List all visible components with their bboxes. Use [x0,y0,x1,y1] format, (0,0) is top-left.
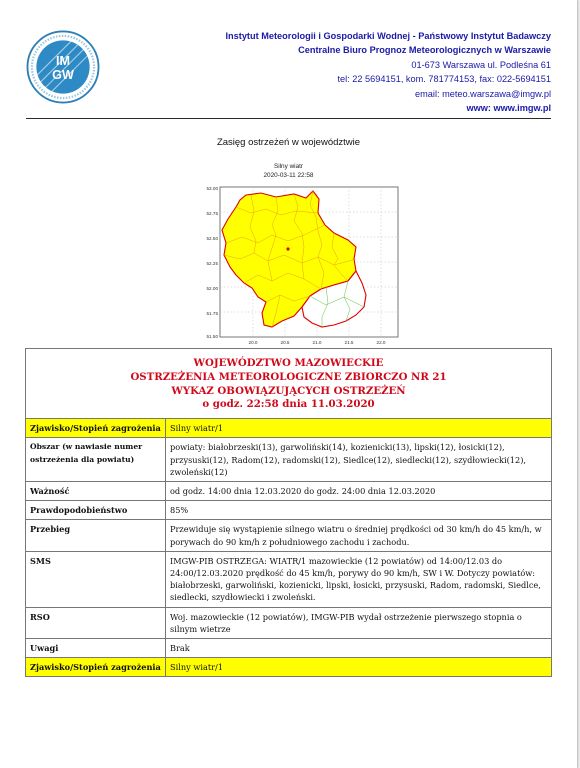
table-row [26,639,552,658]
course-value: Przewiduje się wystąpienie silnego wiatru o średniej prędkości od 30 km/h do 45 km/h, w porywach do 90 km/h z południowego zachodu i zachodu. [166,520,552,551]
validity-label: Ważność [26,482,166,501]
org-website[interactable]: www: www.imgw.pl [466,103,551,114]
map-subtitle [0,162,577,180]
x-tick-label: 21.0 [312,340,322,345]
rso-value: Woj. mazowieckie (12 powiatów), IMGW-PIB wydał ostrzeżenie pierwszego stopnia o silnym wietrze [166,607,552,638]
header-divider [26,118,551,119]
warning-region-title: WOJEWÓDZTWO MAZOWIECKIE [193,357,384,369]
table-row [26,520,552,551]
sms-value: IMGW-PIB OSTRZEGA: WIATR/1 mazowieckie (12 powiatów) od 14:00/12.03 do 24:00/12.03.2020 prędkość do 45 km/h, porywy do 90 km/h, SW i W. Dotyczy powiatów: białobrzeski, garwoliński, kozienicki, lipski, łosicki, przysuski, Radom, radomski, Siedlce, siedlecki, szydłowiecki i zwoleński. [166,551,552,607]
org-address: 01-673 Warszawa ul. Podleśna 61 [411,59,551,70]
imgw-logo [26,30,100,104]
validity-value: od godz. 14:00 dnia 12.03.2020 do godz. 24:00 dnia 12.03.2020 [166,482,552,501]
warning-issue-time: o godz. 22:58 dnia 11.03.2020 [202,398,375,411]
y-tick-label: 52.75 [206,211,218,216]
phenomenon-value-footer: Silny wiatr/1 [166,658,552,677]
org-office: Centralne Biuro Prognoz Meteorologicznych w Warszawie [298,45,551,56]
table-row [26,501,552,520]
table-row [26,658,552,677]
y-tick-label: 53.00 [206,186,218,191]
x-tick-label: 20.0 [248,340,258,345]
y-tick-label: 51.50 [206,334,218,339]
org-phone: tel: 22 5694151, kom. 781774153, fax: 022-5694151 [337,74,551,85]
org-name: Instytut Meteorologii i Gospodarki Wodnej - Państwowy Instytut Badawczy [225,31,551,41]
table-row [26,551,552,607]
warsaw-marker [286,247,289,250]
warning-header [26,349,552,419]
x-tick-label: 21.5 [344,340,354,345]
map-title: Zasięg ostrzeżeń w województwie [216,137,361,148]
area-label: Obszar (w nawiasie numer ostrzeżenia dla powiatu) [26,438,166,482]
y-tick-label: 52.00 [206,286,218,291]
map-phenomenon: Silny wiatr [273,163,304,170]
x-tick-label: 20.5 [280,340,290,345]
x-tick-label: 22.0 [376,340,386,345]
probability-value: 85% [166,501,552,520]
table-row [26,419,552,438]
y-tick-label: 52.50 [206,236,218,241]
remarks-value: Brak [166,639,552,658]
phenomenon-value: Silny wiatr/1 [166,419,552,438]
map-timestamp: 2020-03-11 22:58 [263,172,314,179]
warning-table [25,348,552,677]
probability-label: Prawdopodobieństwo [26,501,166,520]
remarks-label: Uwagi [26,639,166,658]
warning-map [206,185,401,347]
svg-text:GW: GW [52,67,74,82]
y-tick-label: 52.25 [206,261,218,266]
course-label: Przebieg [26,520,166,551]
organization-header [191,29,551,115]
table-row [26,438,552,482]
phenomenon-label: Zjawisko/Stopień zagrożenia [26,419,166,438]
svg-text:IM: IM [56,53,70,68]
org-email[interactable]: email: meteo.warszawa@imgw.pl [415,88,551,99]
warning-bulletin-title: OSTRZEŻENIA METEOROLOGICZNE ZBIORCZO NR 21 [130,370,447,383]
sms-label: SMS [26,551,166,607]
table-row [26,607,552,638]
area-value: powiaty: białobrzeski(13), garwoliński(14), kozienicki(13), lipski(12), łosicki(12), przysuski(12), Radom(12), radomski(12), Siedlce(12), siedlecki(12), szydłowiecki(12), zwoleński(12) [166,438,552,482]
phenomenon-label-footer: Zjawisko/Stopień zagrożenia [26,658,166,677]
y-tick-label: 51.75 [206,311,218,316]
table-row [26,482,552,501]
rso-label: RSO [26,607,166,638]
warning-list-title: WYKAZ OBOWIĄZUJĄCYCH OSTRZEŻEŃ [171,384,406,397]
